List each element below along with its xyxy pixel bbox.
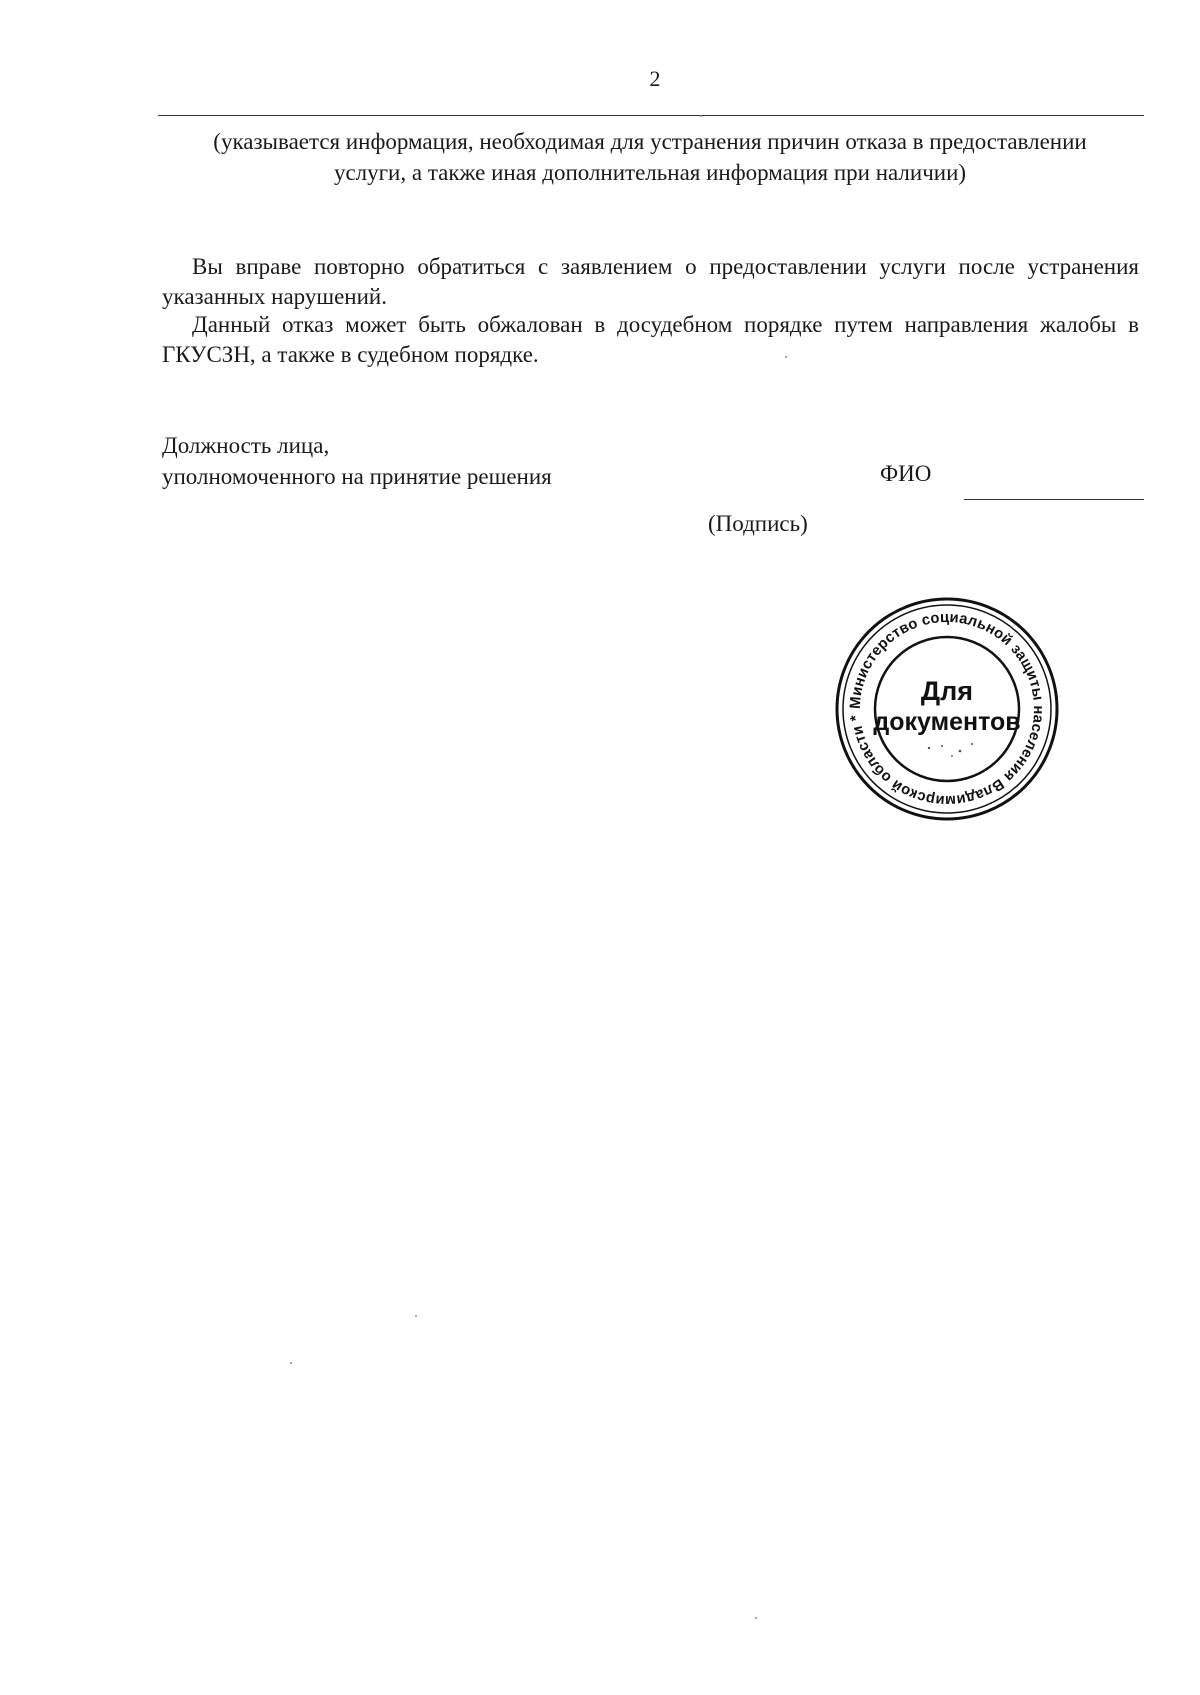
instruction-note bbox=[150, 126, 1150, 188]
instruction-note-line-1: (указывается информация, необходимая для устранения причин отказа в предоставлении bbox=[213, 129, 1087, 154]
scan-speck bbox=[415, 1315, 417, 1317]
official-position bbox=[162, 430, 552, 492]
fio-label: ФИО bbox=[880, 461, 932, 486]
official-seal bbox=[834, 596, 1060, 822]
seal-center-line-1: Для bbox=[920, 676, 974, 706]
official-position-line-2: уполномоченного на принятие решения bbox=[162, 464, 552, 489]
paragraph-appeal: Данный отказ может быть обжалован в досудебном порядке путем направления жалобы в ГКУСЗН, а также в судебном порядке. bbox=[162, 312, 1139, 367]
official-position-line-1: Должность лица, bbox=[162, 433, 330, 458]
scan-speck bbox=[785, 356, 787, 358]
seal-center-line-2: документов bbox=[873, 708, 1021, 736]
page-number: 2 bbox=[649, 66, 661, 91]
scan-speck bbox=[700, 115, 702, 117]
paragraph-reapply: Вы вправе повторно обратиться с заявлением о предоставлении услуги после устранения указанных нарушений. bbox=[162, 254, 1139, 309]
seal-ring-text: Министерство социальной защиты населения Владимирской области * bbox=[846, 608, 1048, 810]
instruction-note-line-2: услуги, а также иная дополнительная информация при наличии) bbox=[333, 160, 967, 185]
scan-speck bbox=[290, 1362, 292, 1364]
seal-noise bbox=[928, 743, 973, 757]
fill-in-rule bbox=[158, 115, 1144, 116]
signature-line bbox=[964, 499, 1144, 500]
scan-speck bbox=[755, 1617, 757, 1619]
signature-caption: (Подпись) bbox=[708, 511, 808, 536]
